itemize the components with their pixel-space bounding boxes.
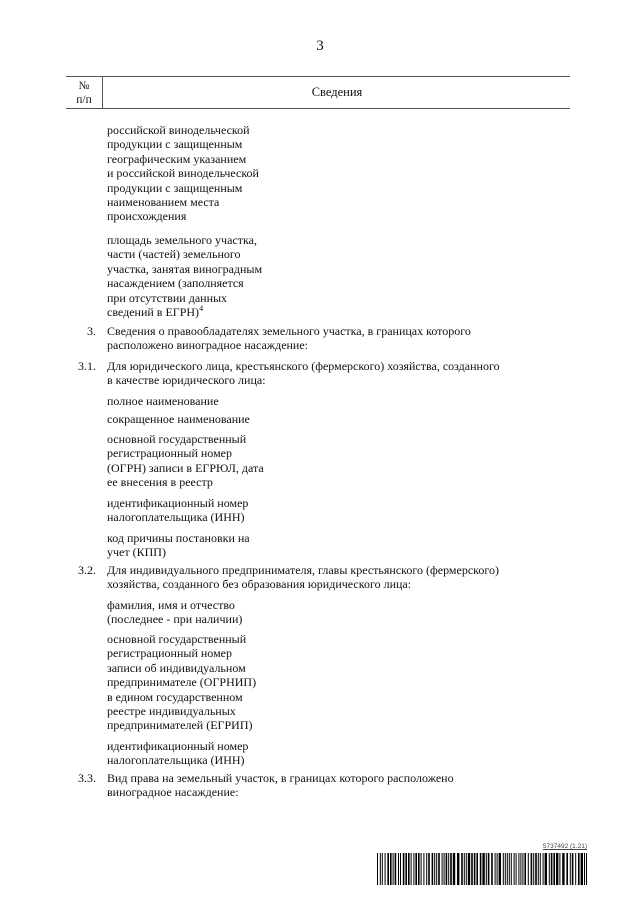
field-fio: фамилия, имя и отчество (последнее - при наличии) [107,598,243,627]
item-3-1-number: 3.1. [78,359,96,373]
item-3-2-number: 3.2. [78,563,96,577]
field-ogrnip: основной государственный регистрационный номер записи об индивидуальном предпринимателе (ОГРНИП) в едином государственном реестре индивидуальных предпринимателей (ЕГРИП) [107,632,257,733]
item-2-continued-text-a: российской винодельческой продукции с защищенным географическим указанием и российской винодельческой продукции с защищенным наименованием места происхождения [107,123,259,224]
field-short-name: сокращенное наименование [107,412,250,426]
table-header [66,76,570,109]
field-ogrn: основной государственный регистрационный номер (ОГРН) записи в ЕГРЮЛ, дата ее внесения в реестр [107,432,264,490]
item-2-continued-text-b [107,233,262,319]
item-2-text-b: площадь земельного участка, части (частей) земельного участка, занятая виноградным насаждением (заполняется при отсутствии данных сведений в ЕГРН) [107,233,263,320]
item-3-number: 3. [87,324,96,338]
field-kpp: код причины постановки на учет (КПП) [107,531,250,560]
field-inn-legal: идентификационный номер налогоплательщика (ИНН) [107,496,249,525]
item-3-1-text: Для юридического лица, крестьянского (фермерского) хозяйства, созданного в качестве юридического лица: [107,359,500,388]
barcode-icon [377,853,587,885]
header-title: Сведения [311,85,363,99]
header-number-column: № п/п [66,77,103,108]
field-inn-individual: идентификационный номер налогоплательщика (ИНН) [107,739,249,768]
item-3-2-text: Для индивидуального предпринимателя, главы крестьянского (фермерского) хозяйства, созданного без образования юридического лица: [107,563,499,592]
barcode-code: 5737492 (1.21) [542,843,587,850]
item-3-text: Сведения о правообладателях земельного участка, в границах которого расположено виноградное насаждение: [107,324,471,353]
item-3-3-number: 3.3. [78,771,96,785]
field-full-name: полное наименование [107,394,219,408]
item-3-3-text: Вид права на земельный участок, в границах которого расположено виноградное насаждение: [107,771,454,800]
page-number: 3 [316,38,324,54]
footnote-marker: 4 [199,304,204,314]
